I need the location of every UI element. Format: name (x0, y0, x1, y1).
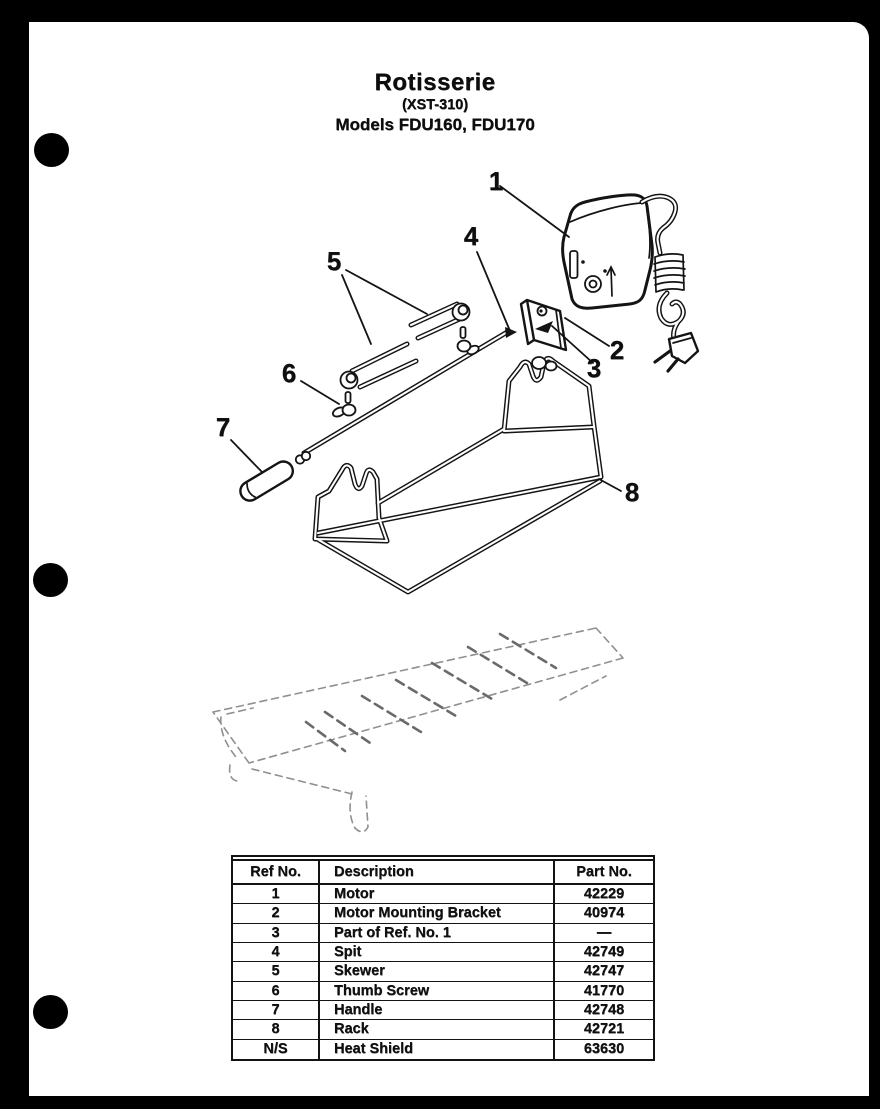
models-line: Models FDU160, FDU170 (335, 115, 535, 135)
heat-shield-drawing (213, 628, 623, 832)
callout-number-2: 2 (609, 335, 625, 365)
description-cell: Part of Ref. No. 1 (320, 924, 555, 943)
description-cell: Motor Mounting Bracket (320, 904, 555, 923)
part-no-cell: — (555, 924, 653, 943)
callout-number-3: 3 (586, 353, 602, 383)
rack-drawing (315, 358, 601, 592)
part-no-cell: 41770 (555, 982, 653, 1001)
description-cell: Handle (320, 1001, 555, 1020)
part-no-cell: 42748 (555, 1001, 653, 1020)
callout-number-6: 6 (281, 358, 297, 388)
header-ref-no: Ref No. (233, 859, 320, 885)
page-subtitle: (XST-310) (401, 97, 469, 114)
part-no-cell: 63630 (583, 1041, 625, 1058)
ref-no-cell: 2 (233, 904, 320, 923)
ref-no-cell: 7 (233, 1001, 320, 1020)
callout-number-1: 1 (488, 166, 504, 196)
ref-no-cell: N/S (233, 1040, 320, 1059)
callout-number-8: 8 (624, 477, 640, 507)
ref-no-cell: 4 (233, 943, 320, 962)
description-cell: Heat Shield (320, 1040, 555, 1059)
handle-drawing (237, 458, 297, 504)
header-description: Description (320, 859, 555, 885)
page-title: Rotisserie (374, 69, 496, 96)
callout-number-5: 5 (326, 246, 342, 276)
ref-no-cell: 1 (233, 885, 320, 904)
ref-no-cell: 3 (233, 924, 320, 943)
ref-no-cell: 6 (233, 982, 320, 1001)
ref-no-cell: 8 (233, 1020, 320, 1039)
ref-no-cell: 5 (233, 962, 320, 981)
part-no-cell: 42747 (555, 962, 653, 981)
callout-number-4: 4 (463, 221, 479, 251)
header-part-no: Part No. (555, 859, 653, 885)
description-cell: Spit (320, 943, 555, 962)
part-no-cell: 42749 (555, 943, 653, 962)
description-cell: Skewer (320, 962, 555, 981)
part-no-cell: 40974 (555, 904, 653, 923)
part-no-cell: 42229 (555, 885, 653, 904)
mounting-bracket-drawing (521, 300, 566, 371)
description-cell: Thumb Screw (320, 982, 555, 1001)
parts-table (231, 855, 655, 1061)
part-no-cell: 42721 (555, 1020, 653, 1039)
motor-drawing (563, 195, 653, 308)
description-cell: Motor (320, 885, 555, 904)
description-cell: Rack (320, 1020, 555, 1039)
callout-number-7: 7 (215, 412, 231, 442)
